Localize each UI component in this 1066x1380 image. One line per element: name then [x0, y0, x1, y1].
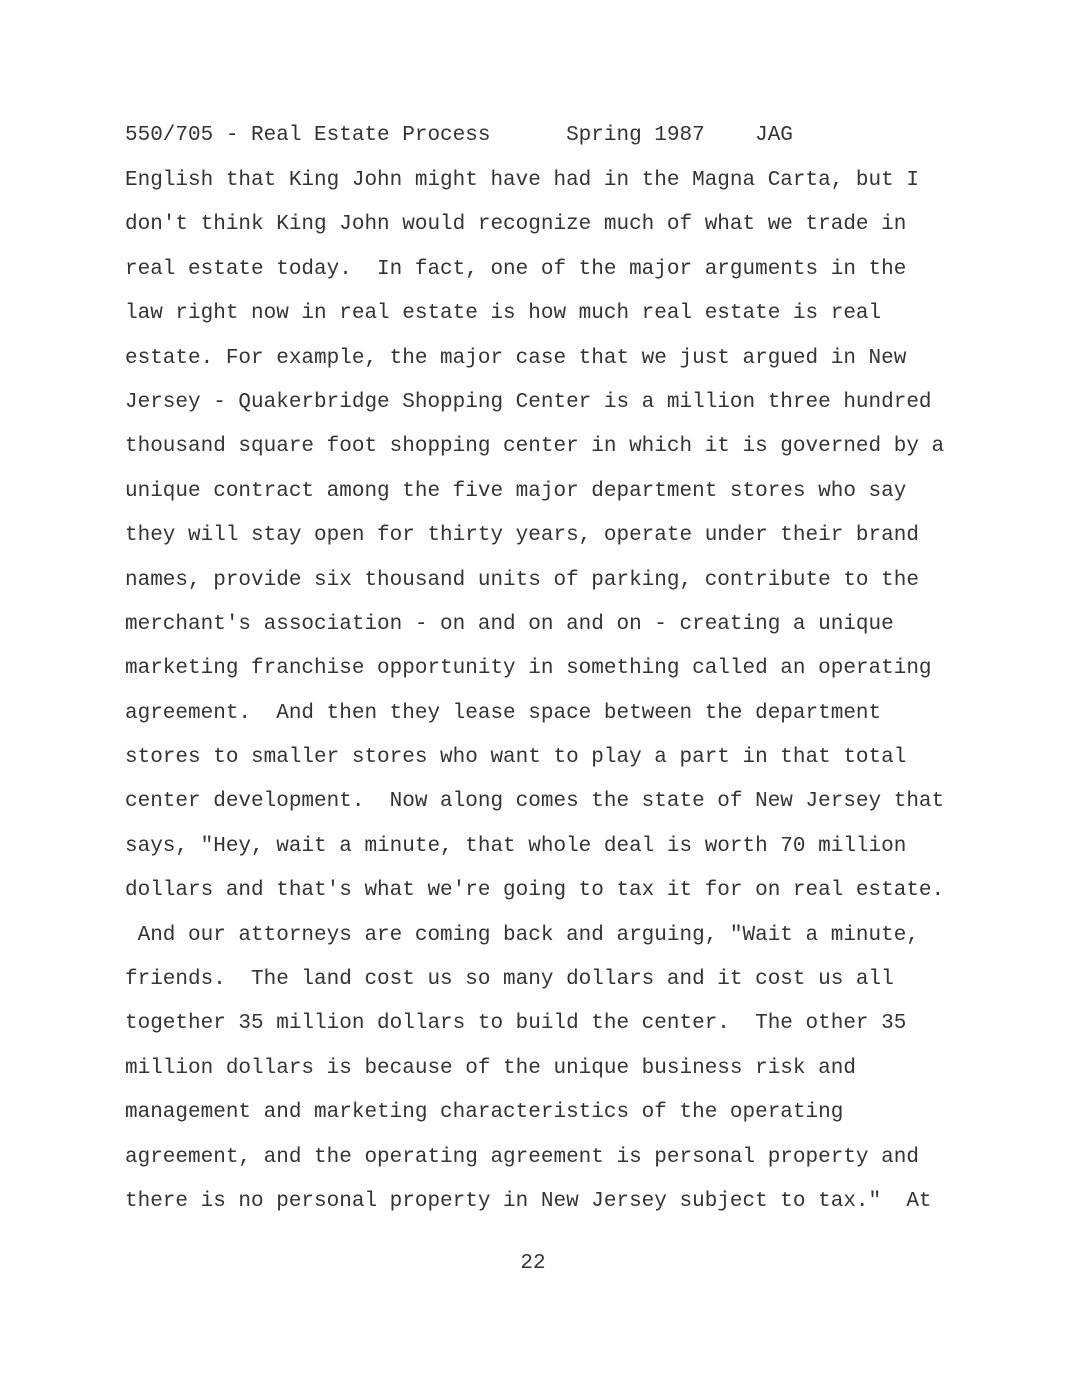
- text-line: real estate today. In fact, one of the major arguments in the: [125, 257, 907, 281]
- text-line: law right now in real estate is how much real estate is real: [125, 302, 882, 326]
- text-line: names, provide six thousand units of parking, contribute to the: [125, 568, 919, 592]
- text-line: thousand square foot shopping center in which it is governed by a: [125, 435, 945, 459]
- text-line: they will stay open for thirty years, operate under their brand: [125, 524, 919, 548]
- text-line: agreement, and the operating agreement is personal property and: [125, 1145, 919, 1169]
- transcript-body: [125, 167, 944, 1232]
- text-line: Jersey - Quakerbridge Shopping Center is a million three hundred: [125, 390, 932, 414]
- text-line: stores to smaller stores who want to play a part in that total: [125, 746, 907, 770]
- text-line: merchant's association - on and on and on - creating a unique: [125, 612, 894, 636]
- text-line: marketing franchise opportunity in something called an operating: [125, 657, 932, 681]
- text-line: don't think King John would recognize much of what we trade in: [125, 213, 907, 237]
- text-line: unique contract among the five major department stores who say: [125, 479, 907, 503]
- text-line: there is no personal property in New Jersey subject to tax." At: [125, 1189, 932, 1213]
- text-line: friends. The land cost us so many dollars and it cost us all: [125, 968, 894, 992]
- text-line: dollars and that's what we're going to tax it for on real estate.: [125, 879, 945, 903]
- text-line: management and marketing characteristics of the operating: [125, 1101, 844, 1125]
- text-line: estate. For example, the major case that we just argued in New: [125, 346, 907, 370]
- text-line: English that King John might have had in the Magna Carta, but I: [125, 169, 919, 192]
- text-line: center development. Now along comes the state of New Jersey that: [125, 790, 945, 814]
- text-line: agreement. And then they lease space between the department: [125, 701, 882, 725]
- running-header: 550/705 - Real Estate Process Spring 1987 JAG: [125, 124, 793, 147]
- text-line: together 35 million dollars to build the center. The other 35: [125, 1012, 907, 1036]
- page-number: 22: [520, 1252, 546, 1275]
- text-line: says, "Hey, wait a minute, that whole deal is worth 70 million: [125, 834, 907, 858]
- text-line: million dollars is because of the unique business risk and: [125, 1056, 856, 1080]
- text-line: And our attorneys are coming back and arguing, "Wait a minute,: [125, 923, 919, 947]
